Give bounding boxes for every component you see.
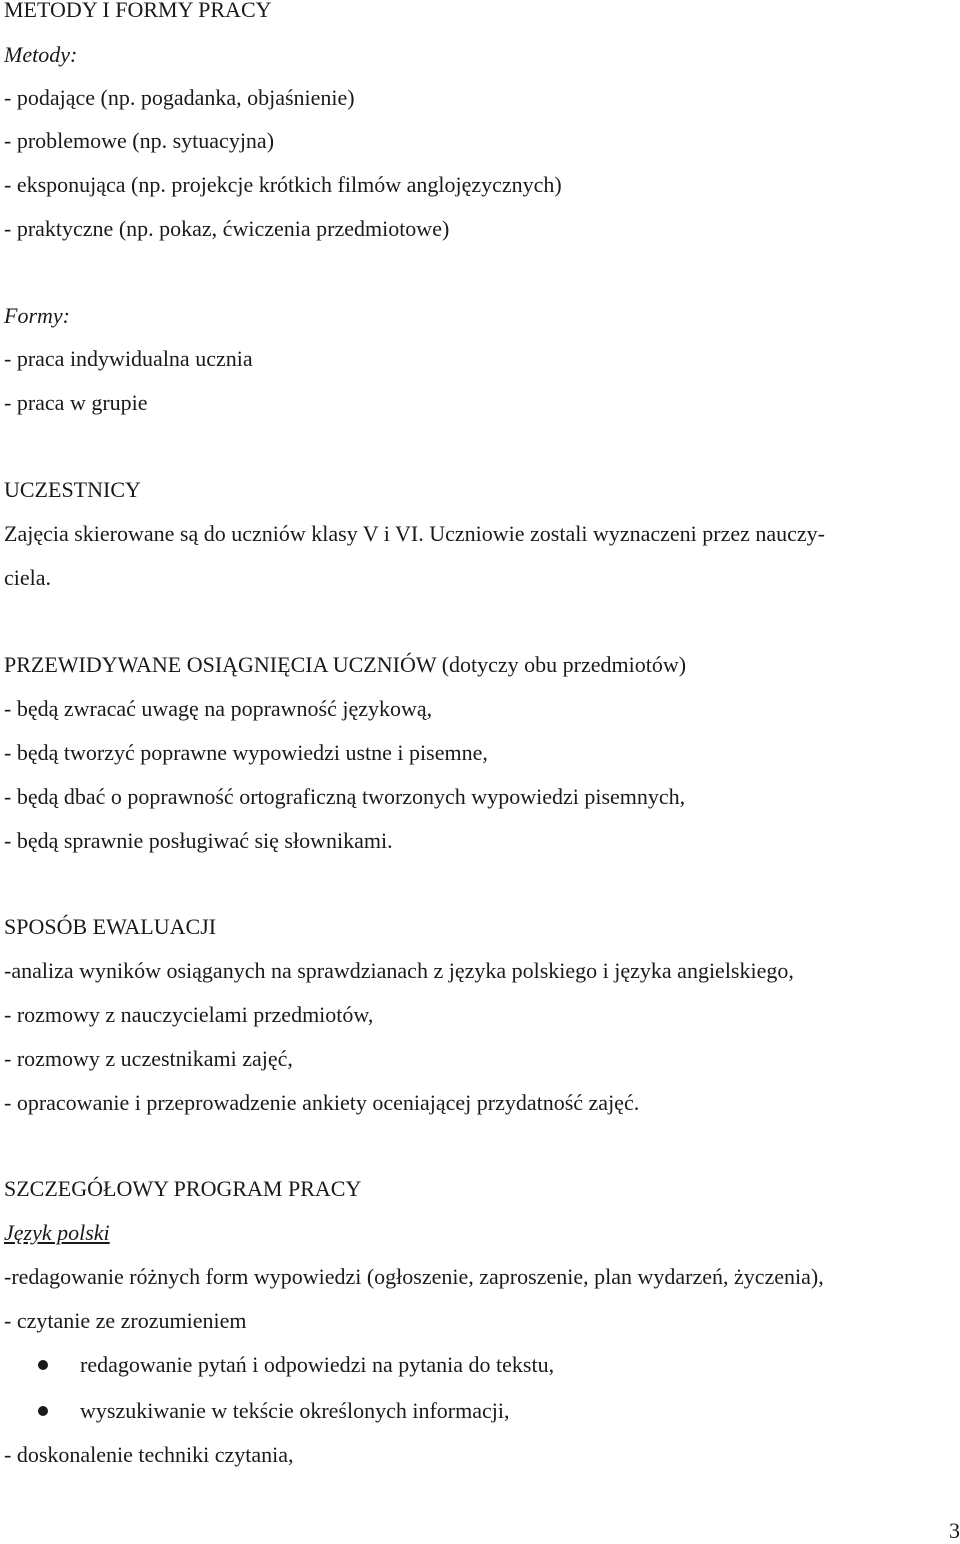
form-item: - praca indywidualna ucznia [4,346,253,371]
outcome-item: - będą dbać o poprawność ortograficzną tworzonych wypowiedzi pisemnych, [4,784,686,809]
evaluation-item: -analiza wyników osiąganych na sprawdzianach z języka polskiego i języka angielskiego, [4,958,794,983]
page-number: 3 [949,1518,960,1543]
participants-heading: UCZESTNICY [4,477,141,502]
form-item: - praca w grupie [4,390,148,415]
participants-text: Zajęcia skierowane są do uczniów klasy V i VI. Uczniowie zostali wyznaczeni przez nauczy- [4,521,826,546]
participants-text: ciela. [4,565,52,590]
bullet-dot-icon [38,1406,48,1416]
program-item: -redagowanie różnych form wypowiedzi (ogłoszenie, zaproszenie, plan wydarzeń, życzenia), [4,1264,824,1289]
method-item: - podające (np. pogadanka, objaśnienie) [4,85,355,110]
forms-label: Formy: [4,303,70,328]
evaluation-item: - rozmowy z uczestnikami zajęć, [4,1046,293,1071]
program-item: - czytanie ze zrozumieniem [4,1308,247,1333]
evaluation-item: - rozmowy z nauczycielami przedmiotów, [4,1002,374,1027]
method-item: - problemowe (np. sytuacyjna) [4,128,275,153]
program-heading: SZCZEGÓŁOWY PROGRAM PRACY [4,1176,362,1201]
outcome-item: - będą tworzyć poprawne wypowiedzi ustne i pisemne, [4,740,488,765]
method-item: - eksponująca (np. projekcje krótkich filmów anglojęzycznych) [4,172,562,197]
methods-heading: METODY I FORMY PRACY [4,0,272,22]
outcomes-heading: PRZEWIDYWANE OSIĄGNIĘCIA UCZNIÓW (dotyczy obu przedmiotów) [4,652,687,677]
evaluation-item: - opracowanie i przeprowadzenie ankiety oceniającej przydatność zajęć. [4,1090,640,1115]
program-item: - doskonalenie techniki czytania, [4,1442,294,1467]
method-item: - praktyczne (np. pokaz, ćwiczenia przedmiotowe) [4,216,450,241]
outcome-item: - będą zwracać uwagę na poprawność językową, [4,696,433,721]
subject-title: Język polski [4,1220,110,1245]
bullet-text: redagowanie pytań i odpowiedzi na pytania do tekstu, [80,1352,555,1377]
evaluation-heading: SPOSÓB EWALUACJI [4,914,217,939]
bullet-dot-icon [38,1360,48,1370]
outcome-item: - będą sprawnie posługiwać się słownikami. [4,828,393,853]
bullet-text: wyszukiwanie w tekście określonych informacji, [80,1398,510,1423]
methods-label: Metody: [4,42,78,67]
